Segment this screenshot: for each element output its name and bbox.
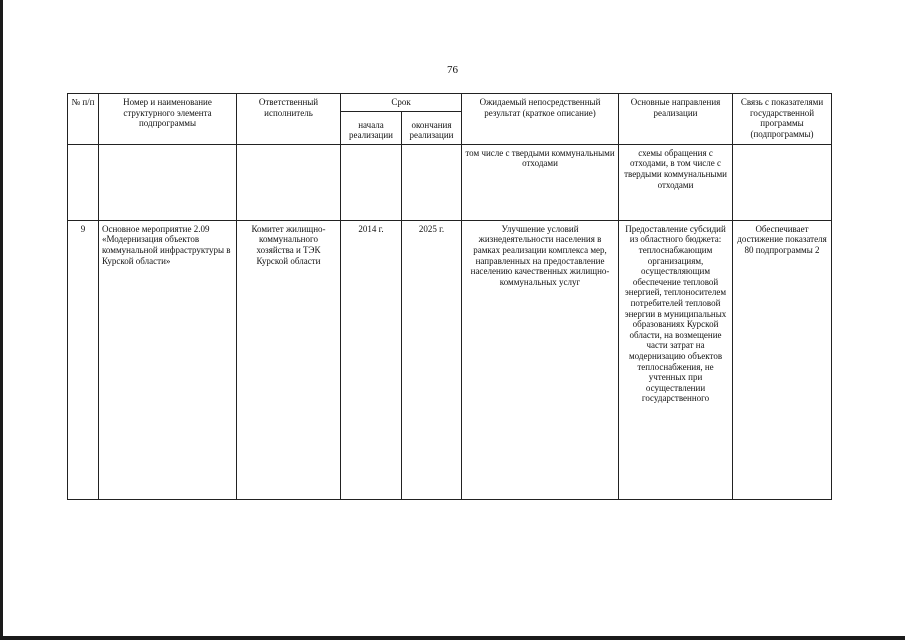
header-end: окончания реализации <box>402 111 462 144</box>
table-row <box>68 220 832 499</box>
cell-start <box>341 144 402 220</box>
header-start: начала реализации <box>341 111 402 144</box>
page-number: 76 <box>447 64 458 76</box>
table-row <box>68 144 832 220</box>
cell-executor: Комитет жилищно-коммунального хозяйства и ТЭК Курской области <box>237 220 341 499</box>
cell-directions: схемы обращения с отходами, в том числе с твердыми коммунальными отходами <box>619 144 733 220</box>
cell-result: том числе с твердыми коммунальными отходами <box>462 144 619 220</box>
scan-left-edge <box>0 0 3 640</box>
header-result: Ожидаемый непосредственный результат (краткое описание) <box>462 94 619 145</box>
header-directions: Основные направления реализации <box>619 94 733 145</box>
cell-name <box>99 144 237 220</box>
cell-link: Обеспечивает достижение показателя 80 подпрограммы 2 <box>733 220 832 499</box>
header-period: Срок <box>341 94 462 112</box>
header-link: Связь с показателями государственной программы (подпрограммы) <box>733 94 832 145</box>
header-num: № п/п <box>68 94 99 145</box>
header-row <box>68 94 832 112</box>
header-executor: Ответственный исполнитель <box>237 94 341 145</box>
cell-result: Улучшение условий жизнедеятельности населения в рамках реализации комплекса мер, направленных на предоставление населению качественных жилищно-коммунальных услуг <box>462 220 619 499</box>
cell-start: 2014 г. <box>341 220 402 499</box>
cell-end: 2025 г. <box>402 220 462 499</box>
activities-table <box>67 93 832 500</box>
cell-end <box>402 144 462 220</box>
cell-directions: Предоставление субсидий из областного бюджета: теплоснабжающим организациям, осуществляющим обеспечение тепловой энергией, теплоносителем потребителей тепловой энергии в муниципальных образованиях Курской области, на возмещение части затрат на модернизацию объектов теплоснабжения, не учтенных при осуществлении государственного <box>619 220 733 499</box>
cell-link <box>733 144 832 220</box>
cell-num <box>68 144 99 220</box>
cell-name: Основное мероприятие 2.09 «Модернизация объектов коммунальной инфраструктуры в Курской области» <box>99 220 237 499</box>
cell-num: 9 <box>68 220 99 499</box>
scan-bottom-edge <box>0 636 905 640</box>
cell-executor <box>237 144 341 220</box>
header-name: Номер и наименование структурного элемента подпрограммы <box>99 94 237 145</box>
